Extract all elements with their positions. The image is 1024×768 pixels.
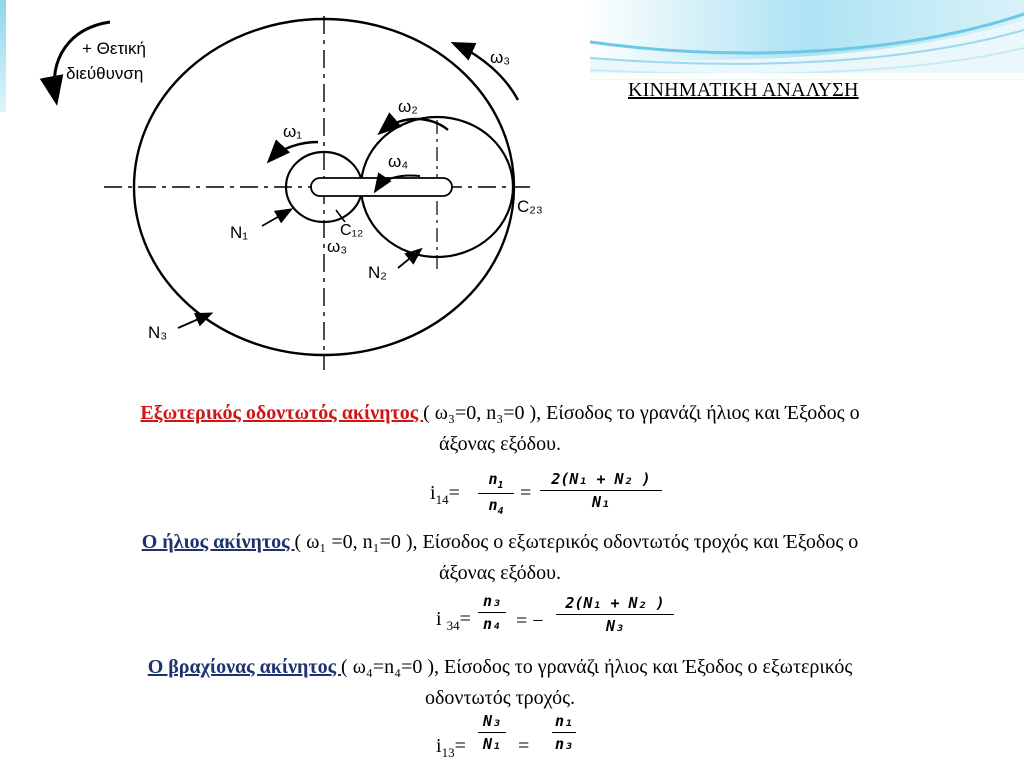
case3-fraction-1: N₃ N₁ (478, 712, 506, 753)
N1-arrow (262, 210, 290, 226)
N3-label: N₃ (148, 323, 168, 342)
case3-condition: ( ω₄=n₄=0 ) (341, 656, 435, 678)
omega3-center-label: ω₃ (327, 237, 348, 256)
N1-label: N₁ (230, 223, 249, 242)
direction-label: + Θετική (82, 39, 146, 58)
case2-fraction-1: n₃ n₄ (478, 592, 506, 633)
decorative-swoosh (590, 0, 1024, 80)
planetary-gear-diagram (0, 0, 600, 380)
case2-description: , Είσοδος ο εξωτερικός οδοντωτός τροχός και Έξοδος ο άξονας εξόδου. (412, 531, 859, 584)
positive-direction-arrow (54, 22, 110, 100)
C23-label: C₂₃ (517, 197, 543, 216)
omega3-label: ω₃ (490, 48, 511, 67)
case2-fraction-2: 2(N₁ + N₂ ) N₃ (556, 594, 674, 635)
case2-equals-minus: = − (516, 610, 544, 632)
carrier-arm (311, 178, 452, 196)
case2-ratio: i $_{34}$= (436, 608, 471, 633)
case3-description: , Είσοδος το γρανάζι ήλιος και Έξοδος ο εξωτερικός οδοντωτός τροχός. (425, 656, 853, 709)
case1-equals: = (520, 482, 532, 504)
omega1-label: ω₁ (283, 122, 303, 141)
direction-label-2: διεύθυνση (66, 64, 144, 83)
case2-condition: ( ω₁ =0, n₁=0 ) (294, 531, 413, 553)
N2-label: N₂ (368, 263, 387, 282)
page-title: ΚΙΝΗΜΑΤΙΚΗ ΑΝΑΛΥΣΗ (628, 79, 859, 101)
case1-fraction-1: $n_1$ $n_4$ (478, 470, 514, 517)
case1-ratio: $i_{14}=$ (430, 482, 460, 507)
case3-heading: Ο βραχίονας ακίνητος (147, 656, 342, 678)
case3-fraction-2: n₁ n₃ (552, 712, 576, 753)
case1-fraction-2: 2(N₁ + N₂ ) N₁ (540, 470, 662, 511)
case1-description: , Είσοδος το γρανάζι ήλιος και Έξοδος ο άξονας εξόδου. (439, 402, 860, 455)
case2-heading: Ο ήλιος ακίνητος (141, 531, 295, 553)
omega2-label: ω₂ (398, 97, 418, 116)
case2-paragraph (120, 527, 880, 589)
case3-paragraph (120, 652, 880, 714)
case1-heading: Εξωτερικός οδοντωτός ακίνητος (140, 402, 424, 424)
omega4-label: ω₄ (388, 152, 409, 171)
case3-ratio: $i_{13}=$ (436, 735, 466, 760)
N3-arrow (178, 314, 210, 328)
omega1-arrow (270, 142, 318, 160)
case1-paragraph (120, 398, 880, 460)
case3-equals: = (518, 735, 530, 757)
C12-label: C₁₂ (340, 222, 364, 239)
case1-condition: ( ω₃=0, n₃=0 ) (423, 402, 537, 424)
